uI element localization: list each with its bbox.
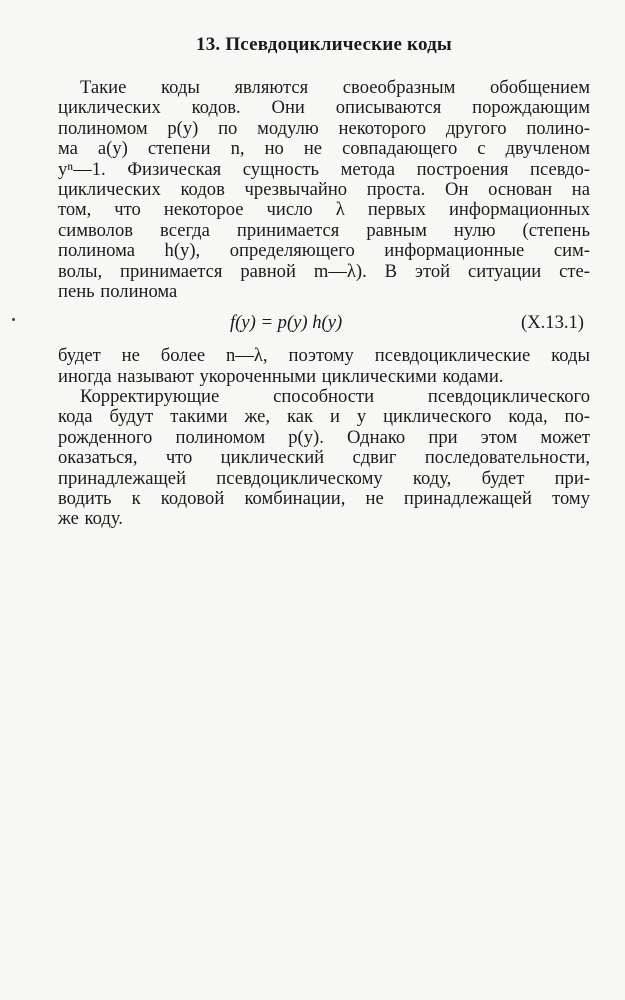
- text-line: же коду.: [58, 508, 123, 530]
- equation-number: (X.13.1): [521, 312, 584, 334]
- text-line: пень полинома: [58, 280, 178, 302]
- paragraph-1: [58, 78, 590, 302]
- text-line: Корректирующие способности псевдоциклического: [80, 386, 590, 408]
- paragraph-3: [58, 387, 590, 530]
- paragraph-2: [58, 346, 590, 387]
- text-line: Такие коды являются своеобразным обобщением: [80, 77, 590, 98]
- text-line: иногда называют укороченными циклическими кодами.: [58, 365, 504, 387]
- text-line: yⁿ—1. Физическая сущность метода построения псевдо-: [58, 158, 590, 180]
- section-heading: 13. Псевдоциклические коды: [196, 34, 452, 55]
- text-line: рожденного полиномом p(y). Однако при этом может: [58, 426, 590, 448]
- text-line: принадлежащей псевдоциклическому коду, будет при-: [58, 467, 590, 489]
- text-line: циклических кодов чрезвычайно проста. Он основан на: [58, 178, 590, 200]
- equation: [58, 306, 590, 346]
- text-line: водить к кодовой комбинации, не принадлежащей тому: [58, 488, 590, 510]
- text-line: том, что некоторое число λ первых информационных: [58, 199, 590, 221]
- text-line: ма a(y) степени n, но не совпадающего с двучленом: [58, 138, 590, 160]
- text-line: символов всегда принимается равным нулю (степень: [58, 219, 590, 241]
- equation-formula: f(y) = p(y) h(y): [230, 312, 343, 334]
- text-line: волы, принимается равной m—λ). В этой ситуации сте-: [58, 260, 590, 282]
- text-line: циклических кодов. Они описываются порождающим: [58, 97, 590, 119]
- text-line: оказаться, что циклический сдвиг последовательности,: [58, 447, 590, 469]
- text-line: кода будут такими же, как и у циклического кода, по-: [58, 406, 590, 428]
- text-line: полинома h(y), определяющего информационные сим-: [58, 240, 590, 262]
- text-line: полиномом p(y) по модулю некоторого другого полино-: [58, 117, 590, 139]
- page: [58, 26, 590, 530]
- margin-speck: [12, 318, 15, 321]
- text-line: будет не более n—λ, поэтому псевдоциклические коды: [58, 345, 590, 367]
